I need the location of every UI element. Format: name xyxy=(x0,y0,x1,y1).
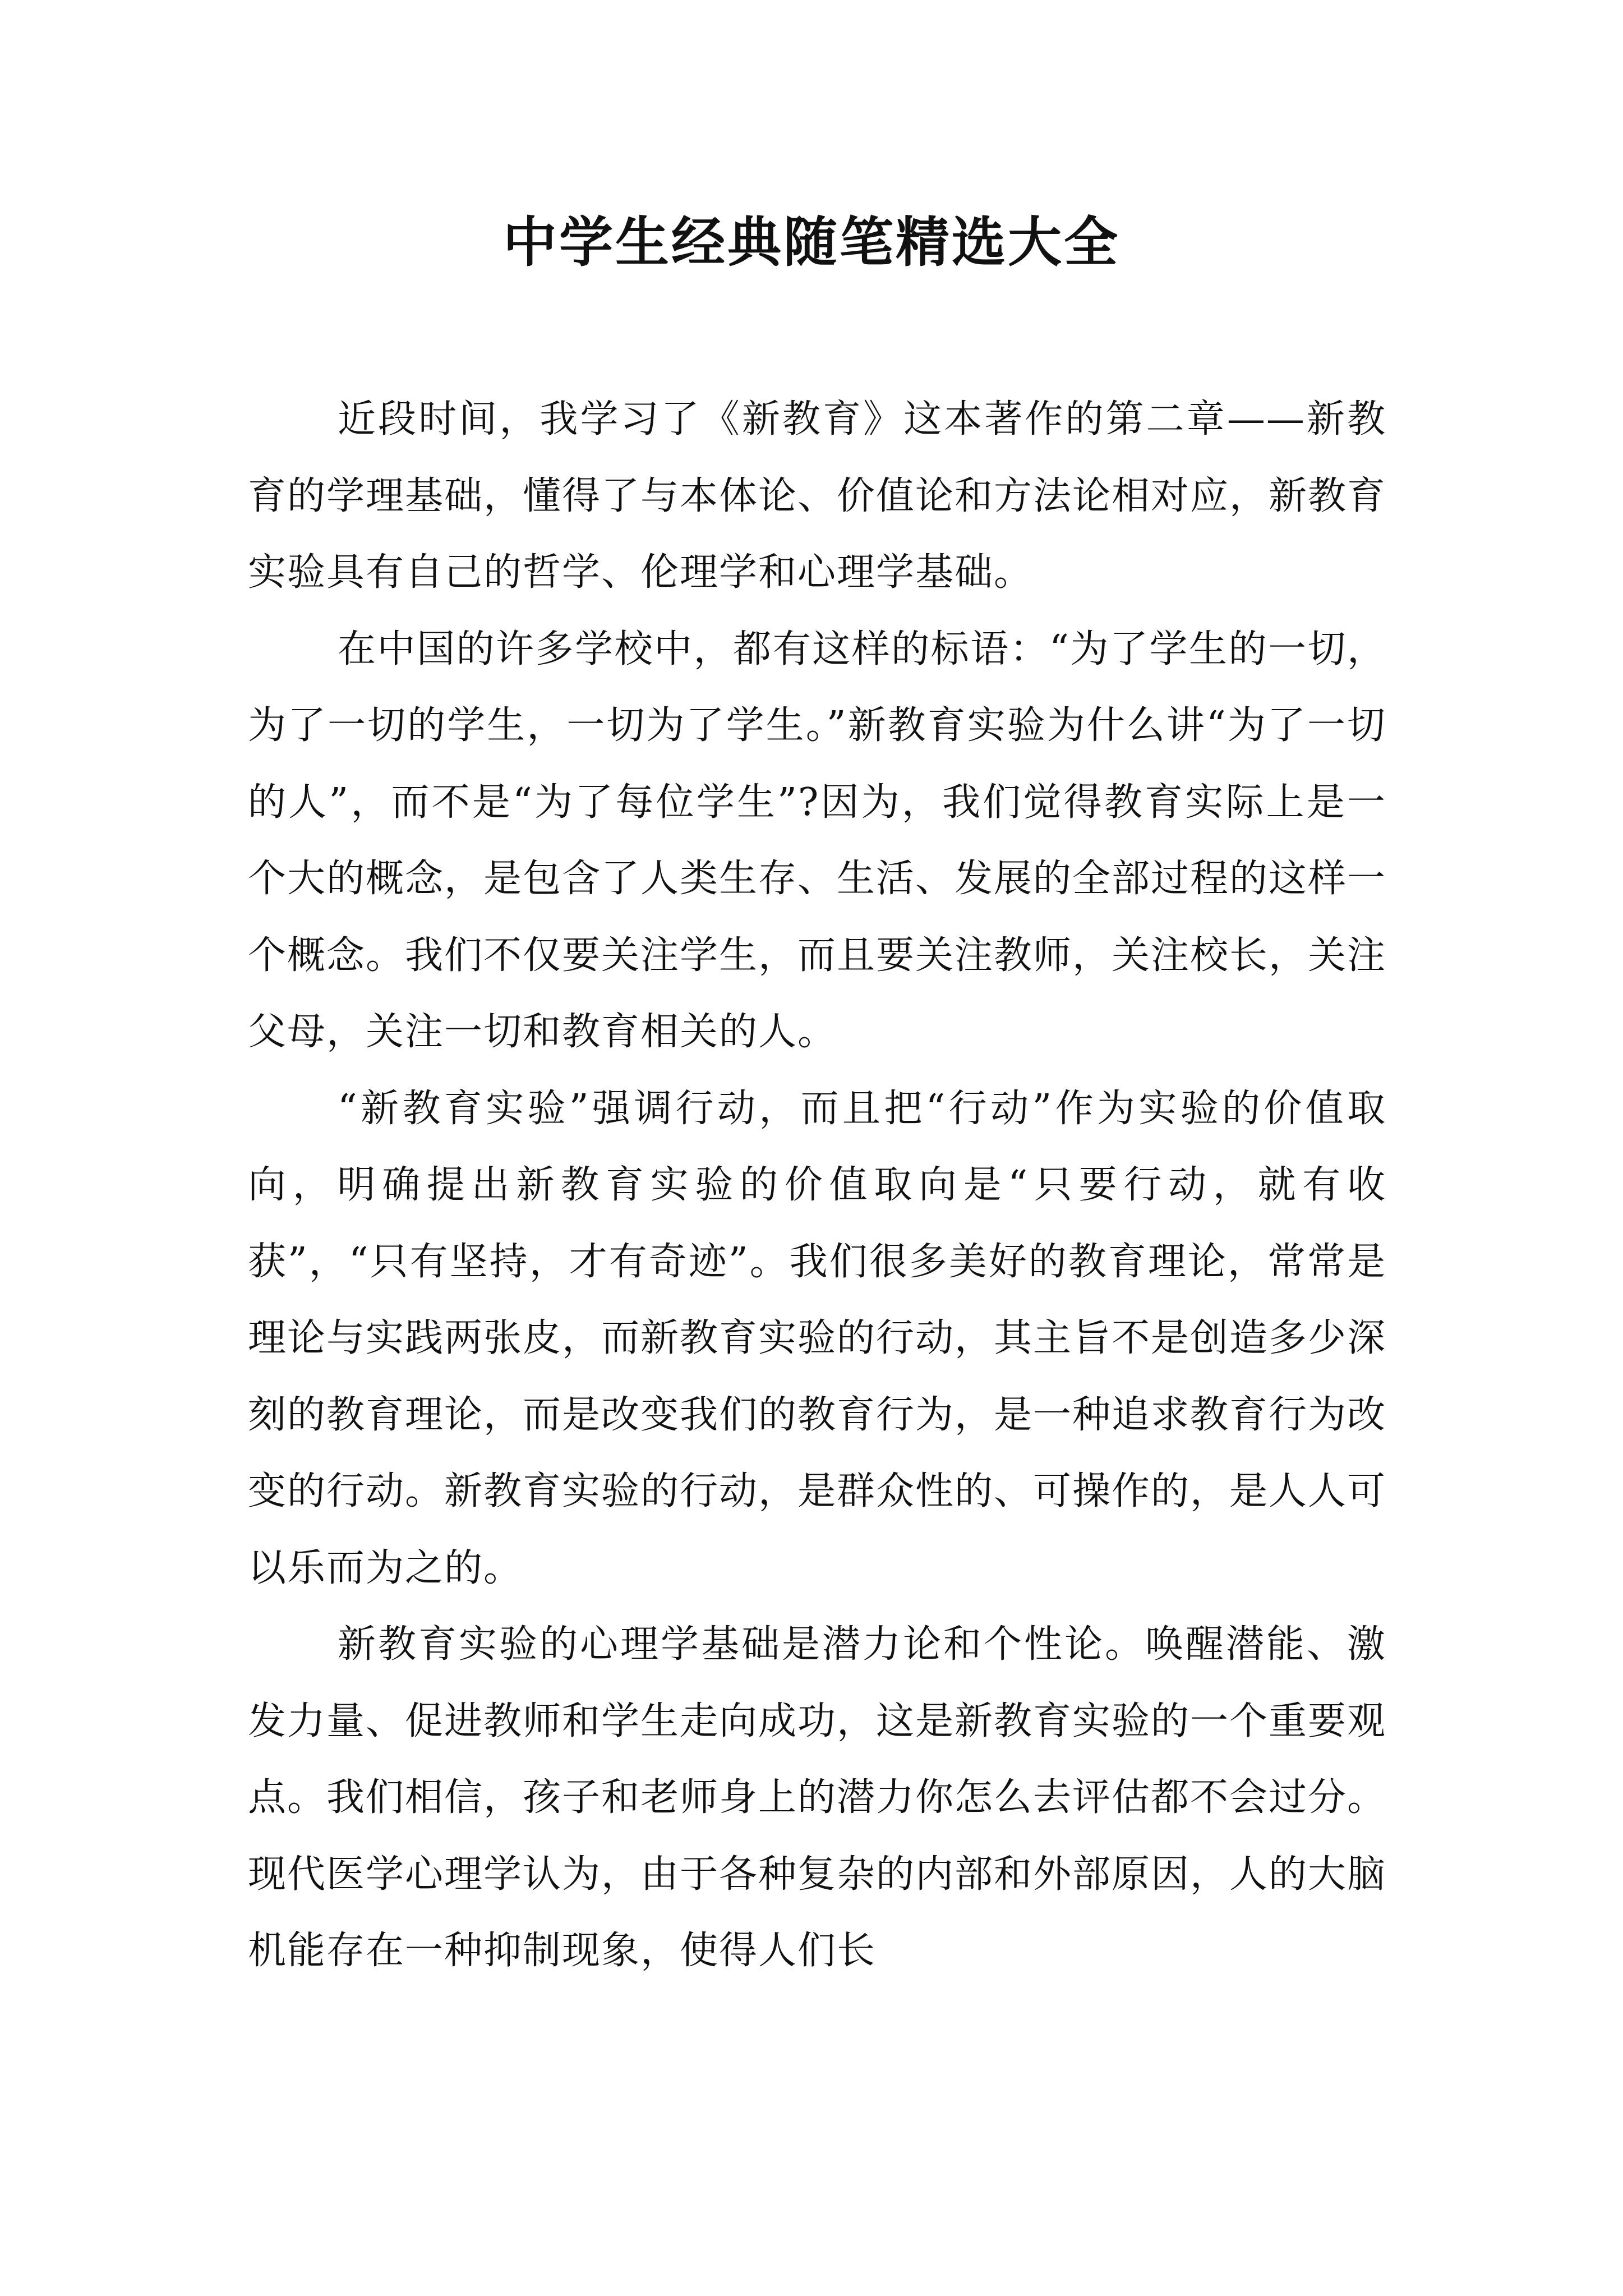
paragraph: “新教育实验”强调行动，而且把“行动”作为实验的价值取向，明确提出新教育实验的价值取向是“只要行动，就有收获”，“只有坚持，才有奇迹”。我们很多美好的教育理论，常常是理论与实践两张皮，而新教育实验的行动，其主旨不是创造多少深刻的教育理论，而是改变我们的教育行为，是一种追求教育行为改变的行动。新教育实验的行动，是群众性的、可操作的，是人人可以乐而为之的。 xyxy=(248,1086,1387,1590)
document-title: 中学生经典随笔精选大全 xyxy=(503,211,1120,274)
paragraph: 近段时间，我学习了《新教育》这本著作的第二章——新教育的学理基础，懂得了与本体论、价值论和方法论相对应，新教育实验具有自己的哲学、伦理学和心理学基础。 xyxy=(248,397,1387,595)
paragraph: 新教育实验的心理学基础是潜力论和个性论。唤醒潜能、激发力量、促进教师和学生走向成功，这是新教育实验的一个重要观点。我们相信，孩子和老师身上的潜力你怎么去评估都不会过分。现代医学心理学认为，由于各种复杂的内部和外部原因，人的大脑机能存在一种抑制现象，使得人们长 xyxy=(248,1622,1387,1973)
document-body xyxy=(248,381,1386,1990)
paragraph: 在中国的许多学校中，都有这样的标语：“为了学生的一切，为了一切的学生，一切为了学生。”新教育实验为什么讲“为了一切的人”，而不是“为了每位学生”?因为，我们觉得教育实际上是一个大的概念，是包含了人类生存、生活、发展的全部过程的这样一个概念。我们不仅要关注学生，而且要关注教师，关注校长，关注父母，关注一切和教育相关的人。 xyxy=(248,627,1387,1054)
